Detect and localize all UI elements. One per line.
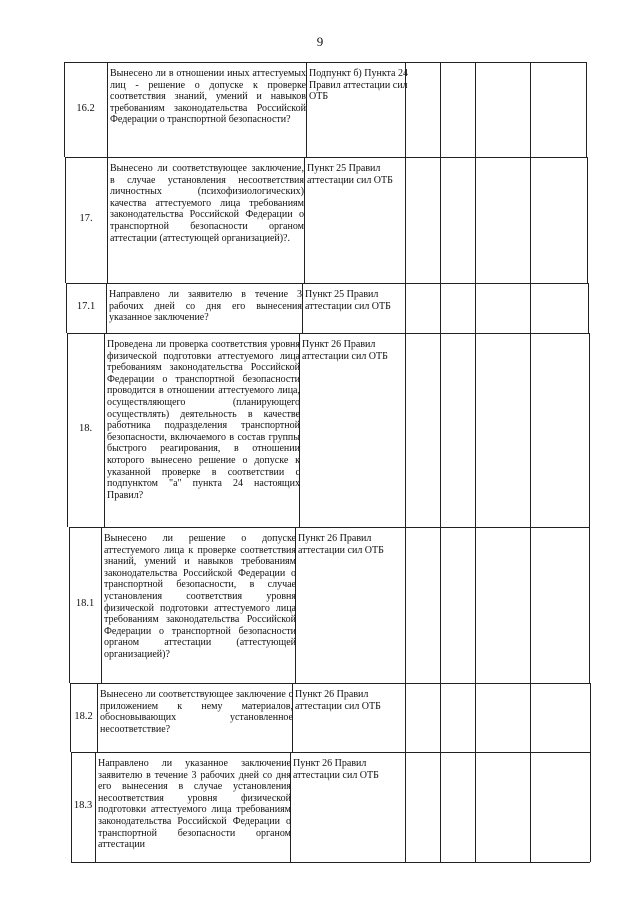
question-text: Вынесено ли соответствующее заключение, в случае установления несоответствия личностных (психофизиологических) качества аттестуемого лица требованиям законодательства Российской Федерации о транспортной безопасности органом аттестации (аттестующей организацией)?.	[110, 163, 304, 244]
column-divider	[475, 283, 476, 333]
column-divider	[475, 333, 476, 527]
column-divider	[405, 752, 406, 862]
reference-text: Пункт 26 Правил аттестации сил ОТБ	[295, 689, 381, 712]
reference-text: Пункт 25 Правил аттестации сил ОТБ	[305, 289, 391, 312]
column-divider	[106, 283, 107, 333]
reference-text: Пункт 26 Правил аттестации сил ОТБ	[298, 533, 384, 556]
question-text: Вынесено ли соответствующее заключение с приложением к нему материалов, обосновывающих установленное несоответствие?	[100, 689, 293, 735]
column-divider	[475, 527, 476, 683]
reference-text: Пункт 26 Правил аттестации сил ОТБ	[293, 758, 379, 781]
column-divider	[589, 527, 590, 683]
column-divider	[107, 62, 108, 157]
column-divider	[586, 62, 587, 157]
item-number: 17.	[79, 213, 93, 224]
row-divider	[64, 62, 586, 63]
item-number: 16.2	[76, 102, 95, 114]
column-divider	[588, 283, 589, 333]
column-divider	[475, 752, 476, 862]
column-divider	[405, 683, 406, 752]
column-divider	[530, 683, 531, 752]
column-divider	[306, 62, 307, 157]
column-divider	[475, 157, 476, 283]
question-text: Направлено ли заявителю в течение 3 рабочих дней со дня его вынесения указанное заключение?	[109, 289, 302, 324]
column-divider	[530, 157, 531, 283]
column-divider	[97, 683, 98, 752]
column-divider	[440, 752, 441, 862]
row-divider	[69, 527, 589, 528]
column-divider	[475, 62, 476, 157]
question-text: Направлено ли указанное заключение заявителю в течение 3 рабочих дней со дня его вынесения в случае установления несоответствия уровня физической подготовки аттестуемого лица требованиям законодательства Российской Федерации о транспортной безопасности органом аттестации	[98, 758, 291, 851]
row-divider	[67, 333, 589, 334]
row-divider	[70, 683, 590, 684]
column-divider	[440, 683, 441, 752]
item-number: 18.2	[74, 710, 93, 722]
column-divider	[440, 62, 441, 157]
column-divider	[530, 333, 531, 527]
column-divider	[530, 62, 531, 157]
column-divider	[440, 157, 441, 283]
column-divider	[107, 157, 108, 283]
column-divider	[590, 752, 591, 862]
column-divider	[475, 683, 476, 752]
item-number: 18.1	[75, 598, 95, 609]
column-divider	[587, 157, 588, 283]
column-divider	[440, 527, 441, 683]
column-divider	[440, 333, 441, 527]
column-divider	[101, 527, 102, 683]
column-divider	[302, 283, 303, 333]
reference-text: Пункт 25 Правил аттестации сил ОТБ	[307, 163, 393, 186]
column-divider	[530, 283, 531, 333]
column-divider	[440, 283, 441, 333]
question-text: Вынесено ли решение о допуске аттестуемого лица к проверке соответствия знаний, умений и навыков требованиям законодательства Российской Федерации о транспортной безопасности, в случае установления соответствия уровня физической подготовки аттестуемого лица требованиям законодательства Российской Федерации о транспортной безопасности органом аттестации (аттестующей организацией)?	[104, 533, 296, 660]
row-divider	[71, 752, 590, 753]
item-number: 17.1	[76, 301, 96, 312]
column-divider	[530, 527, 531, 683]
column-divider	[590, 683, 591, 752]
page-number: 9	[316, 34, 324, 49]
reference-text: Подпункт б) Пункта 24 Правил аттестации сил ОТБ	[309, 68, 408, 103]
item-number: 18.3	[73, 800, 93, 811]
column-divider	[104, 333, 105, 527]
column-divider	[589, 333, 590, 527]
question-text: Проведена ли проверка соответствия уровня физической подготовки аттестуемого лица требованиям законодательства Российской Федерации о транспортной безопасности проводится в отношении аттестуемого лица, осуществляющего (планирующего осуществлять) деятельность в качестве работника подразделения транспортной безопасности, включаемого в состав группы быстрого реагирования, в отношении которого вынесено решение о допуске к указанной проверке в соответствии с подпунктом "а" пункта 24 настоящих Правил?	[107, 339, 300, 501]
row-divider	[65, 157, 587, 158]
reference-text: Пункт 26 Правил аттестации сил ОТБ	[302, 339, 388, 362]
item-number: 18.	[78, 423, 93, 434]
question-text: Вынесено ли в отношении иных аттестуемых лиц - решение о допуске к проверке соответствия знаний, умений и навыков требованиям законодательства Российской Федерации о транспортной безопасности?	[110, 68, 306, 126]
row-divider	[71, 862, 590, 863]
column-divider	[304, 157, 305, 283]
row-divider	[66, 283, 588, 284]
column-divider	[95, 752, 96, 862]
column-divider	[530, 752, 531, 862]
